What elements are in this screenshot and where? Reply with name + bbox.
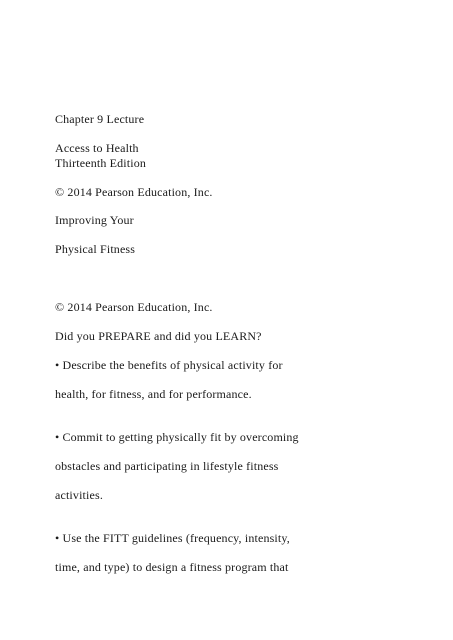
section-heading: Did you PREPARE and did you LEARN? <box>55 329 262 343</box>
bullet-1-line-1: • Describe the benefits of physical activity for <box>55 358 283 372</box>
copyright-line-2: © 2014 Pearson Education, Inc. <box>55 300 213 314</box>
copyright-line: © 2014 Pearson Education, Inc. <box>55 185 213 199</box>
edition-line: Thirteenth Edition <box>55 156 147 170</box>
book-title: Access to Health <box>55 141 139 155</box>
bullet-3-line-2: time, and type) to design a fitness program that <box>55 560 289 574</box>
bullet-2-line-3: activities. <box>55 488 103 502</box>
lecture-title-line-1: Improving Your <box>55 213 134 227</box>
bullet-2-line-2: obstacles and participating in lifestyle fitness <box>55 459 279 473</box>
bullet-3-line-1: • Use the FITT guidelines (frequency, intensity, <box>55 531 290 545</box>
chapter-title: Chapter 9 Lecture <box>55 112 145 126</box>
lecture-title-line-2: Physical Fitness <box>55 242 136 256</box>
bullet-1-line-2: health, for fitness, and for performance. <box>55 387 252 401</box>
bullet-2-line-1: • Commit to getting physically fit by overcoming <box>55 430 299 444</box>
